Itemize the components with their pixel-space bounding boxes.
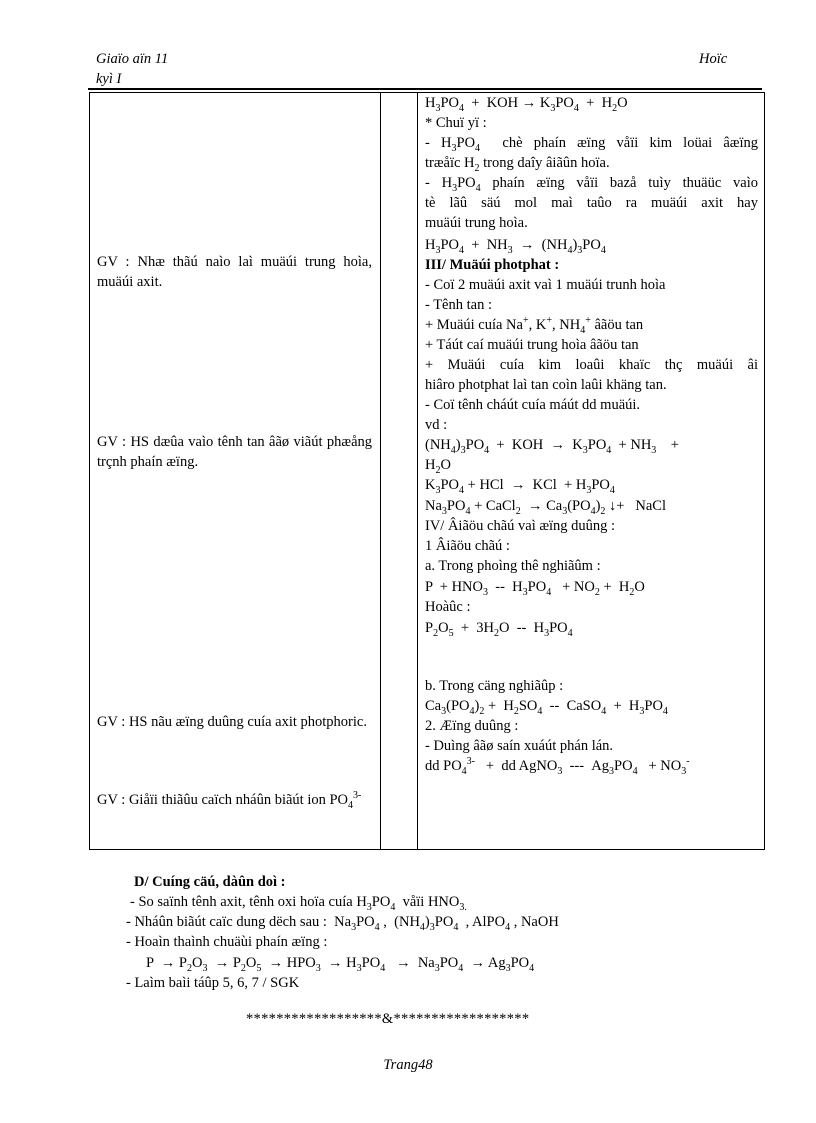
teacher-note-1: GV : Nhæ thãú naìo laì muäúi trung hoìa, muäúi axit. (97, 254, 372, 290)
teacher-note-2: GV : HS dæûa vaìo tênh tan âãø viãút phæång trçnh phaín æïng. (97, 434, 372, 470)
solubility-heading: - Tênh tan : (425, 297, 492, 313)
note-heading: * Chuï yï : (425, 115, 487, 131)
review-heading: D/ Cuíng cäú, dàûn doì : (134, 874, 286, 890)
note-line-3: - $H_3PO_4$ phaín æïng våïi bazå tuìy thuäüc vaìo (425, 175, 758, 194)
header-left-line2: kyì I (96, 71, 122, 87)
review-line-3: - Hoaìn thaình chuäùi phaín æïng : (126, 934, 328, 950)
solubility-line-2: + Táút caí muäúi trung hoìa âãöu tan (425, 337, 639, 353)
note-line-2: træåïc $H_2$ trong daîy âiãûn hoïa. (425, 155, 610, 174)
equation-h3po4-nh3: $H_3PO_4 + NH_3 \to (NH_4)_3PO_4$ (425, 237, 606, 256)
header-left-line1: Giaïo aïn 11 (96, 51, 169, 67)
equation-nh4-koh: $(NH_4)_3PO_4$ + KOH → $K_3PO_4 + NH_3$ + (425, 437, 679, 456)
application-line: - Duìng âãø saín xuáút phán lán. (425, 738, 614, 754)
review-line-5: - Laìm baìi táûp 5, 6, 7 / SGK (126, 975, 300, 991)
header-right: Hoïc (699, 51, 728, 67)
solubility-line-1: + Muäúi cuía Na+, K+, $NH_4^+$ âãöu tan (425, 315, 644, 336)
applications-heading: 2. Æïng duûng : (425, 718, 519, 734)
lab-heading: a. Trong phoìng thê nghiãûm : (425, 558, 601, 574)
column-divider-2 (417, 92, 418, 850)
separator-stars: ******************&****************** (246, 1011, 530, 1027)
preparation-heading: 1 Âiãöu chãú : (425, 538, 510, 554)
column-divider-1 (380, 92, 381, 850)
equation-nh4-koh-cont: $H_2O$ (425, 457, 451, 476)
teacher-note-3: GV : HS nãu æïng duûng cuía axit photphoric. (97, 714, 367, 730)
note-line-5: muäúi trung hoìa. (425, 215, 528, 231)
solubility-line-4: hiâro photphat laì tan coìn laûi khäng tan. (425, 377, 667, 393)
solubility-line-3: + Muäúi cuía kim loaûi khaïc thç muäúi âi (425, 357, 758, 373)
teacher-note-4: GV : Giåïi thiãûu caïch nháûn biãút ion $PO_4^{3-}$ (97, 790, 362, 811)
equation-p-hno3: $P + HNO_3 -- H_3PO_4 + NO_2 + H_2O$ (425, 579, 645, 598)
note-line-1: - $H_3PO_4$ chè phaín æïng våïi kim loüai âæïng (425, 135, 759, 154)
reaction-chain: $P \to P_2O_3 \to P_2O_5 \to HPO_3 \to H_3PO_4 \to Na_3PO_4 \to Ag_3PO_4$ (146, 955, 535, 974)
or-label: Hoàûc : (425, 599, 471, 615)
equation-na3po4-cacl2: $Na_3PO_4$ + CaCl$_2$ → $Ca_3(PO_4)_2$ ↓+ NaCl (425, 498, 666, 517)
phosphate-types: - Coï 2 muäúi axit vaì 1 muäúi trunh hoìa (425, 277, 666, 293)
note-line-4: tè lãû säú mol maì taûo ra muäúi axit hay (425, 195, 758, 211)
review-line-2: - Nháûn biãút caïc dung dëch sau : $Na_3PO_4$ , $(NH_4)_3PO_4$ , AlPO$_4$ , NaOH (126, 914, 559, 933)
review-line-1: - So saïnh tênh axit, tênh oxi hoïa cuía $H_3PO_4$ våïi $HNO_{3.}$ (130, 894, 467, 913)
equation-po4-agno3: dd $PO_4^{3-}$ + dd AgNO$_3$ --- $Ag_3PO_4 + NO_3^-$ (425, 756, 690, 777)
industry-heading: b. Trong cäng nghiãûp : (425, 678, 564, 694)
example-label: vd : (425, 417, 448, 433)
header-rule (88, 88, 762, 90)
equation-ca3po42-h2so4: $Ca_3(PO_4)_2 + H_2SO_4$ -- CaSO$_4$ + $H_3PO_4$ (425, 698, 668, 717)
section-heading-preparation: IV/ Âiãöu chãú vaì æïng duûng : (425, 518, 616, 534)
equation-p2o5-h2o: $P_2O_5 + 3H_2O -- H_3PO_4$ (425, 620, 573, 639)
equation-k3po4-hcl: $K_3PO_4$ + HCl → KCl + $H_3PO_4$ (425, 477, 615, 496)
page-number: Trang48 (383, 1057, 433, 1073)
property-line: - Coï tênh cháút cuía máút dd muäúi. (425, 397, 641, 413)
equation-h3po4-koh: $H_3PO_4$ + KOH → $K_3PO_4 + H_2O$ (425, 95, 628, 114)
section-heading-phosphate: III/ Muäúi photphat : (425, 257, 560, 273)
